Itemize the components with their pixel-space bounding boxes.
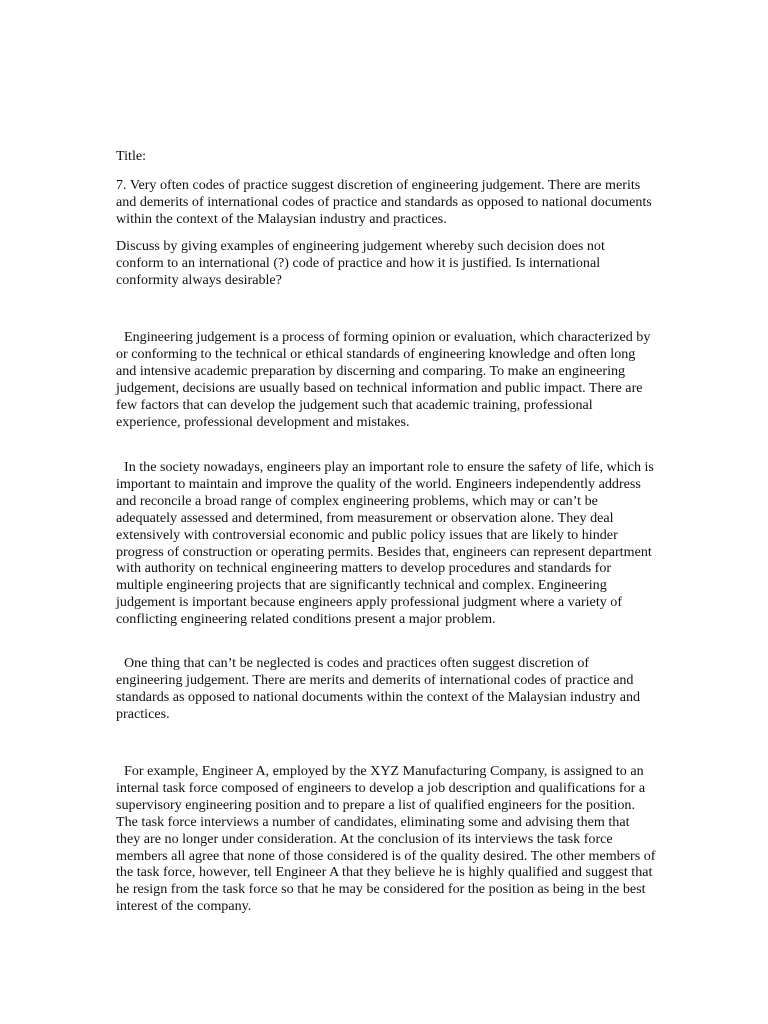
body-paragraph-2: In the society nowadays, engineers play an important role to ensure the safety of life, which is important to maintain and improve the quality of the world. Engineers independently address and reconcile a broad range of complex engineering problems, which may or can’t be adequately assessed and determined, from measurement or observation alone. They deal extensively with controversial economic and public policy issues that are likely to hinder progress of construction or operating permits. Besides that, engineers can represent department with authority on technical engineering matters to develop procedures and standards for multiple engineering projects that are significantly technical and complex. Engineering judgement is important because engineers apply professional judgment where a variety of conflicting engineering related conditions present a major problem.: [116, 459, 654, 628]
question-discuss-text: Discuss by giving examples of engineering judgement whereby such decision does not conform to an international (?) code of practice and how it is justified. Is international conformity always desirable?: [116, 238, 605, 288]
title-label: Title:: [116, 148, 147, 164]
body-paragraph-1: Engineering judgement is a process of forming opinion or evaluation, which characterized by or conforming to the technical or ethical standards of engineering knowledge and often long and intensive academic preparation by discerning and comparing. To make an engineering judgement, decisions are usually based on technical information and public impact. There are few factors that can develop the judgement such that academic training, professional experience, professional development and mistakes.: [116, 329, 651, 430]
question-text: 7. Very often codes of practice suggest discretion of engineering judgement. There are merits and demerits of international codes of practice and standards as opposed to national documents within the context of the Malaysian industry and practices.: [116, 177, 652, 227]
body-paragraph-4: For example, Engineer A, employed by the XYZ Manufacturing Company, is assigned to an internal task force composed of engineers to develop a job description and qualifications for a supervisory engineering position and to prepare a list of qualified engineers for the position. The task force interviews a number of candidates, eliminating some and advising them that they are no longer under consideration. At the conclusion of its interviews the task force members all agree that none of those considered is of the quality desired. The other members of the task force, however, tell Engineer A that they believe he is highly qualified and suggest that he resign from the task force so that he may be considered for the position as being in the best interest of the company.: [116, 763, 656, 915]
body-paragraph-3: One thing that can’t be neglected is codes and practices often suggest discretion of engineering judgement. There are merits and demerits of international codes of practice and standards as opposed to national documents within the context of the Malaysian industry and practices.: [116, 655, 641, 722]
